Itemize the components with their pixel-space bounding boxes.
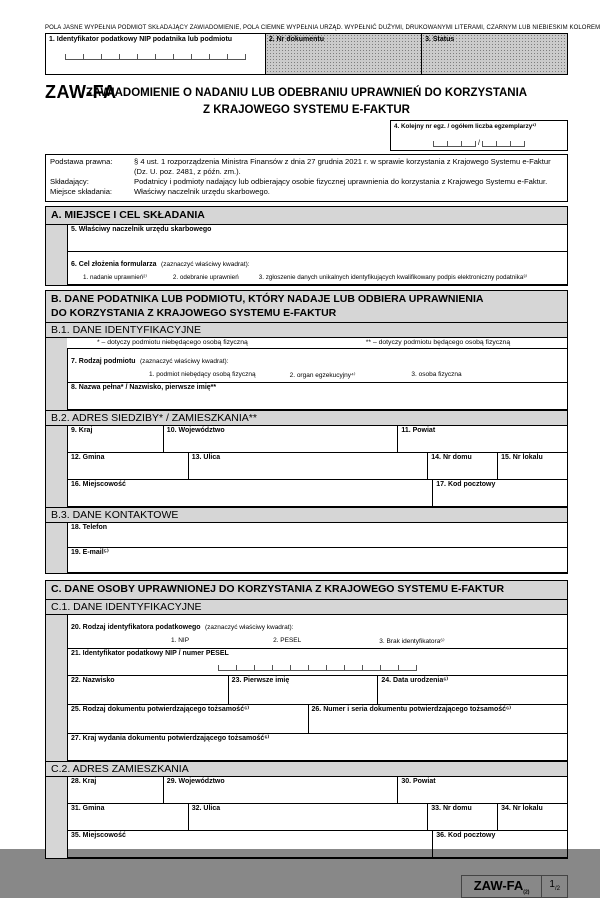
field-31-label: 31. Gmina [71,805,185,813]
section-b-header-line2: DO KORZYSTANIA Z KRAJOWEGO SYSTEMU E-FAKTUR [51,307,562,321]
submitter-label: Składający: [50,177,130,187]
place-of-submission-text: Właściwy naczelnik urzędu skarbowego. [134,187,563,197]
legend-single-asterisk: * – dotyczy podmiotu niebędącego osobą fizyczną [97,339,248,346]
legend-double-asterisk: ** – dotyczy podmiotu będącego osobą fizyczną [366,339,510,346]
field-24-birth-date[interactable] [377,676,567,704]
field-31-municipality[interactable] [68,804,188,830]
field-26-id-document-number[interactable] [308,705,567,733]
section-b-header [46,291,567,323]
field-20-hint: (zaznaczyć właściwy kwadrat): [205,624,294,631]
section-margin-strip [46,777,67,858]
field-15-apartment-number[interactable] [497,453,567,479]
field-33-house-number[interactable] [427,804,497,830]
page-footer [45,875,568,898]
field-29-label: 29. Województwo [167,778,395,786]
option-no-identifier[interactable]: 3. Brak identyfikatora⁶⁾ [379,637,444,645]
option-grant-permissions[interactable]: 1. nadanie uprawnień²⁾ [83,274,147,281]
field-14-label: 14. Nr domu [431,454,494,462]
field-22-label: 22. Nazwisko [71,677,225,685]
section-margin-strip [46,338,67,348]
field-8-full-name[interactable] [68,383,567,409]
field-12-municipality[interactable] [68,453,188,479]
field-7-label: 7. Rodzaj podmiotu [71,358,136,365]
field-21-nip-pesel[interactable] [68,649,567,674]
nip-pesel-digit-comb [71,665,564,671]
field-6-purpose [68,252,567,284]
option-revoke-permissions[interactable]: 2. odebranie uprawnień [173,274,239,281]
field-32-label: 32. Ulica [192,805,425,813]
field-27-label: 27. Kraj wydania dokumentu potwierdzającego tożsamość⁶⁾ [71,735,564,743]
section-margin-strip [46,225,67,285]
section-margin-strip [46,523,67,573]
section-a [45,206,568,287]
field-6-hint: (zaznaczyć właściwy kwadrat): [161,261,250,268]
field-11-county[interactable] [397,426,567,452]
section-c1-header: C.1. DANE IDENTYFIKACYJNE [46,600,567,615]
field-30-label: 30. Powiat [401,778,564,786]
field-8-label: 8. Nazwa pełna* / Nazwisko, pierwsze imię** [71,384,564,392]
field-20-label: 20. Rodzaj identyfikatora podatkowego [71,624,201,631]
legal-basis-box [45,154,568,202]
field-36-label: 36. Kod pocztowy [436,832,564,840]
footer-page-total: /2 [555,886,560,892]
filling-instructions: POLA JASNE WYPEŁNIA PODMIOT SKŁADAJĄCY ZAWIADOMIENIE, POLA CIEMNE WYPEŁNIA URZĄD. WYPEŁNIĆ DUŻYMI, DRUKOWANYMI LITERAMI, CZARNYM LUB NIEBIESKIM KOLOREM [45,25,568,31]
footer-form-version: (2) [523,889,529,895]
field-34-label: 34. Nr lokalu [501,805,564,813]
form-title-line2: Z KRAJOWEGO SYSTEMU E-FAKTUR [45,102,568,119]
field-29-voivodeship[interactable] [163,777,398,803]
option-natural-person[interactable]: 3. osoba fizyczna [411,371,461,379]
section-b [45,290,568,574]
field-9-label: 9. Kraj [71,427,160,435]
field-25-id-document-type[interactable] [68,705,308,733]
field-16-label: 16. Miejscowość [71,481,429,489]
field-18-phone[interactable] [68,523,567,547]
option-enforcement-authority[interactable]: 2. organ egzekucyjny⁴⁾ [290,371,356,379]
field-19-label: 19. E-mail⁵⁾ [71,549,564,557]
field-35-city[interactable] [68,831,432,857]
field-35-label: 35. Miejscowość [71,832,429,840]
section-c [45,580,568,858]
footer-form-code-text: ZAW-FA [474,878,524,893]
field-6-label: 6. Cel złożenia formularza [71,261,157,268]
option-report-signature-data[interactable]: 3. zgłoszenie danych unikalnych identyfikujących kwalifikowany podpis elektroniczny podatnika³⁾ [259,274,527,281]
field-28-country[interactable] [68,777,163,803]
section-margin-strip [46,426,67,507]
field-5-tax-office[interactable] [68,225,567,251]
field-13-label: 13. Ulica [192,454,425,462]
form-id-header [45,33,568,75]
footer-page-current: 1 [549,879,555,890]
option-nip[interactable]: 1. NIP [171,637,189,645]
footer-page-number [542,876,567,898]
field-3-status [421,34,567,74]
footer-form-code [462,876,543,898]
field-27-id-document-country[interactable] [68,734,567,760]
field-2-document-number [265,34,421,74]
field-11-label: 11. Powiat [401,427,564,435]
field-33-label: 33. Nr domu [431,805,494,813]
field-34-apartment-number[interactable] [497,804,567,830]
section-c2-header: C.2. ADRES ZAMIESZKANIA [46,761,567,777]
title-block [45,80,568,124]
form-code: ZAW-FA [45,82,117,103]
field-7-entity-type [68,349,567,382]
nip-digit-comb [49,54,262,60]
submitter-text: Podatnicy i podmioty nadający lub odbierający osobie fizycznej uprawnienia do korzystania z Krajowego Systemu e-Faktur. [134,177,563,187]
section-b1-header: B.1. DANE IDENTYFIKACYJNE [46,323,567,338]
comb-separator: / [478,141,480,147]
field-9-country[interactable] [68,426,163,452]
field-4-label: 4. Kolejny nr egz. / ogółem liczba egzemplarzy¹⁾ [394,123,564,131]
section-a-header: A. MIEJSCE I CEL SKŁADANIA [46,207,567,226]
copy-number-comb [394,141,564,147]
footnote-legend [67,338,567,348]
field-14-house-number[interactable] [427,453,497,479]
place-of-submission-label: Miejsce składania: [50,187,130,197]
field-4-copy-number[interactable] [390,120,568,151]
field-18-label: 18. Telefon [71,524,564,532]
field-20-identifier-type [68,615,567,648]
field-23-first-name[interactable] [228,676,378,704]
field-28-label: 28. Kraj [71,778,160,786]
section-margin-strip [46,615,67,760]
field-32-street[interactable] [188,804,428,830]
field-2-label: 2. Nr dokumentu [269,36,418,44]
legal-basis-text: § 4 ust. 1 rozporządzenia Ministra Finansów z dnia 27 grudnia 2021 r. w sprawie korzystania z Krajowego Systemu e-Faktur (Dz. U. poz. 2481, z późn. zm.). [134,157,563,178]
field-17-postal-code[interactable] [432,480,567,506]
field-19-email[interactable] [68,548,567,572]
field-26-label: 26. Numer i seria dokumentu potwierdzającego tożsamość⁶⁾ [312,706,564,714]
section-margin-strip [46,348,67,410]
field-3-label: 3. Status [425,36,564,44]
field-5-label: 5. Właściwy naczelnik urzędu skarbowego [71,226,564,234]
option-pesel[interactable]: 2. PESEL [273,637,301,645]
field-21-label: 21. Identyfikator podatkowy NIP / numer PESEL [71,650,564,658]
section-b2-header: B.2. ADRES SIEDZIBY* / ZAMIESZKANIA** [46,410,567,426]
field-15-label: 15. Nr lokalu [501,454,564,462]
field-10-voivodeship[interactable] [163,426,398,452]
field-36-postal-code[interactable] [432,831,567,857]
option-non-natural-person[interactable]: 1. podmiot niebędący osobą fizyczną [149,371,256,379]
field-7-hint: (zaznaczyć właściwy kwadrat): [140,358,229,365]
field-23-label: 23. Pierwsze imię [232,677,375,685]
field-24-label: 24. Data urodzenia⁶⁾ [381,677,564,685]
field-22-surname[interactable] [68,676,228,704]
field-25-label: 25. Rodzaj dokumentu potwierdzającego tożsamość⁶⁾ [71,706,305,714]
form-title-line1: ZAWIADOMIENIE O NADANIU LUB ODEBRANIU UPRAWNIEŃ DO KORZYSTANIA [45,85,568,102]
field-13-street[interactable] [188,453,428,479]
field-30-county[interactable] [397,777,567,803]
field-1-label: 1. Identyfikator podatkowy NIP podatnika lub podmiotu [49,36,262,44]
field-1-nip[interactable] [46,34,265,74]
section-b3-header: B.3. DANE KONTAKTOWE [46,507,567,523]
field-16-city[interactable] [68,480,432,506]
section-b-header-line1: B. DANE PODATNIKA LUB PODMIOTU, KTÓRY NADAJE LUB ODBIERA UPRAWNIENIA [51,293,562,307]
form-title [45,80,568,120]
section-c-header: C. DANE OSOBY UPRAWNIONEJ DO KORZYSTANIA Z KRAJOWEGO SYSTEMU E-FAKTUR [46,581,567,600]
field-17-label: 17. Kod pocztowy [436,481,564,489]
legal-basis-label: Podstawa prawna: [50,157,130,178]
field-10-label: 10. Województwo [167,427,395,435]
field-12-label: 12. Gmina [71,454,185,462]
